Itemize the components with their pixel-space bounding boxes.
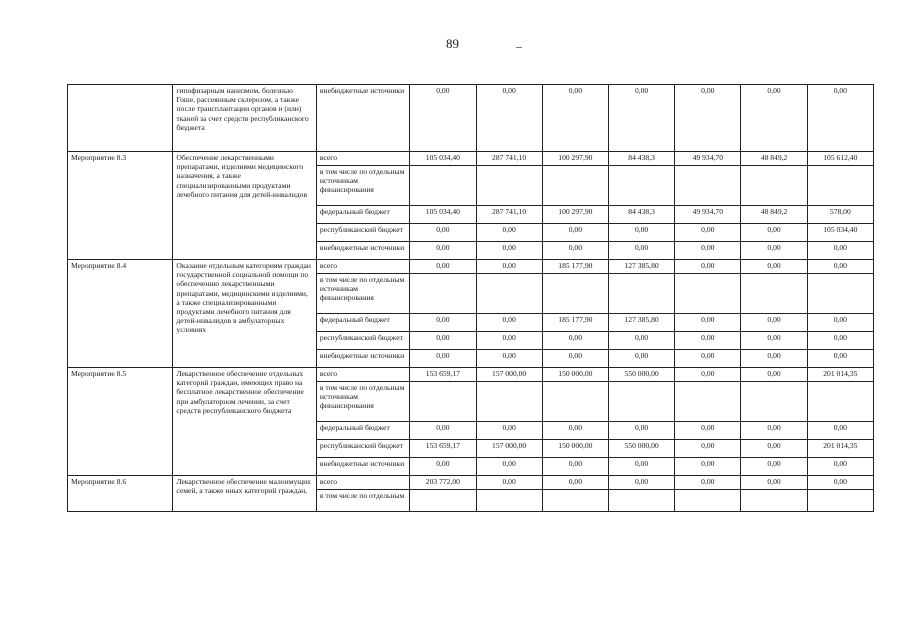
value-cell: 0,00 xyxy=(542,476,608,490)
value-cell: 0,00 xyxy=(476,260,542,274)
value-cell xyxy=(476,382,542,422)
value-cell xyxy=(542,382,608,422)
funding-source-cell: внебюджетные источники xyxy=(316,350,409,368)
value-cell: 0,00 xyxy=(608,350,674,368)
value-cell: 0,00 xyxy=(741,458,807,476)
value-cell: 287 741,10 xyxy=(476,206,542,224)
value-cell: 0,00 xyxy=(608,332,674,350)
value-cell: 0,00 xyxy=(608,422,674,440)
funding-source-cell: внебюджетные источники xyxy=(316,458,409,476)
value-cell: 0,00 xyxy=(476,476,542,490)
description-cell: Лекарственное обеспечение малоимущих семей, а также иных категорий граждан, xyxy=(173,476,317,512)
value-cell: 127 385,80 xyxy=(608,260,674,274)
value-cell: 0,00 xyxy=(675,350,741,368)
value-cell: 0,00 xyxy=(807,242,873,260)
value-cell: 201 014,35 xyxy=(807,440,873,458)
funding-source-cell: федеральный бюджет xyxy=(316,206,409,224)
value-cell: 550 000,00 xyxy=(608,368,674,382)
description-cell: Лекарственное обеспечение отдельных категорий граждан, имеющих право на бесплатное лекарственное обеспечение при амбулаторном лечении, за счет средств республиканского бюджета xyxy=(173,368,317,476)
value-cell xyxy=(675,166,741,206)
funding-source-cell: в том числе по отдельным xyxy=(316,490,409,512)
value-cell xyxy=(741,382,807,422)
value-cell xyxy=(807,274,873,314)
value-cell: 201 014,35 xyxy=(807,368,873,382)
value-cell: 0,00 xyxy=(542,458,608,476)
value-cell: 0,00 xyxy=(476,458,542,476)
funding-source-cell: республиканский бюджет xyxy=(316,332,409,350)
description-cell: гипофизарным нанизмом, болезнью Гоше, рассеянным склерозом, а также после трансплантации органов и (или) тканей за счет средств республиканского бюджета xyxy=(173,85,317,152)
value-cell: 0,00 xyxy=(675,458,741,476)
funding-source-cell: всего xyxy=(316,368,409,382)
value-cell xyxy=(807,490,873,512)
value-cell: 185 177,90 xyxy=(542,260,608,274)
value-cell: 153 659,17 xyxy=(410,368,476,382)
value-cell: 153 659,17 xyxy=(410,440,476,458)
value-cell: 0,00 xyxy=(807,314,873,332)
value-cell: 0,00 xyxy=(410,242,476,260)
value-cell: 0,00 xyxy=(410,314,476,332)
value-cell xyxy=(410,274,476,314)
value-cell: 0,00 xyxy=(476,332,542,350)
value-cell xyxy=(608,166,674,206)
funding-source-cell: внебюджетные источники xyxy=(316,242,409,260)
value-cell: 157 000,00 xyxy=(476,440,542,458)
value-cell: 157 000,00 xyxy=(476,368,542,382)
value-cell: 287 741,10 xyxy=(476,152,542,166)
table-row xyxy=(68,476,874,490)
value-cell: 0,00 xyxy=(476,242,542,260)
value-cell: 0,00 xyxy=(608,242,674,260)
value-cell: 0,00 xyxy=(542,350,608,368)
value-cell: 150 000,00 xyxy=(542,440,608,458)
value-cell: 0,00 xyxy=(476,85,542,152)
value-cell: 0,00 xyxy=(807,332,873,350)
value-cell xyxy=(410,490,476,512)
value-cell xyxy=(410,382,476,422)
value-cell: 127 385,80 xyxy=(608,314,674,332)
funding-source-cell: внебюджетные источники xyxy=(316,85,409,152)
value-cell: 0,00 xyxy=(807,422,873,440)
table-row xyxy=(68,368,874,382)
funding-source-cell: всего xyxy=(316,152,409,166)
measure-cell: Мероприятие 8.6 xyxy=(68,476,173,512)
value-cell: 578,00 xyxy=(807,206,873,224)
value-cell: 0,00 xyxy=(476,350,542,368)
value-cell: 0,00 xyxy=(741,242,807,260)
funding-source-cell: федеральный бюджет xyxy=(316,422,409,440)
table-row xyxy=(68,85,874,152)
value-cell xyxy=(608,382,674,422)
value-cell xyxy=(608,274,674,314)
measure-cell: Мероприятие 8.4 xyxy=(68,260,173,368)
value-cell xyxy=(675,382,741,422)
value-cell xyxy=(675,274,741,314)
table-row xyxy=(68,152,874,166)
value-cell: 0,00 xyxy=(608,224,674,242)
value-cell: 0,00 xyxy=(741,85,807,152)
value-cell: 185 177,90 xyxy=(542,314,608,332)
value-cell: 0,00 xyxy=(741,350,807,368)
value-cell: 0,00 xyxy=(675,224,741,242)
value-cell xyxy=(741,274,807,314)
value-cell: 0,00 xyxy=(542,332,608,350)
value-cell xyxy=(410,166,476,206)
value-cell: 0,00 xyxy=(675,440,741,458)
value-cell: 0,00 xyxy=(675,368,741,382)
value-cell: 0,00 xyxy=(410,85,476,152)
value-cell: 100 297,90 xyxy=(542,152,608,166)
value-cell: 105 034,40 xyxy=(807,224,873,242)
value-cell xyxy=(741,166,807,206)
measure-cell: Мероприятие 8.5 xyxy=(68,368,173,476)
value-cell xyxy=(476,166,542,206)
value-cell: 0,00 xyxy=(542,224,608,242)
value-cell: 49 934,70 xyxy=(675,152,741,166)
value-cell: 0,00 xyxy=(807,350,873,368)
table-body xyxy=(68,85,874,512)
value-cell xyxy=(807,382,873,422)
table-row xyxy=(68,260,874,274)
funding-source-cell: федеральный бюджет xyxy=(316,314,409,332)
value-cell: 0,00 xyxy=(675,476,741,490)
value-cell: 203 772,00 xyxy=(410,476,476,490)
measure-cell xyxy=(68,85,173,152)
value-cell: 84 438,3 xyxy=(608,152,674,166)
funding-source-cell: всего xyxy=(316,260,409,274)
description-cell: Оказание отдельным категориям граждан государственной социальной помощи по обеспечению лекарственными препаратами, медицинскими изделиями, а также специализированными продуктами лечебного питания для детей-инвалидов в амбулаторных условиях xyxy=(173,260,317,368)
funding-source-cell: республиканский бюджет xyxy=(316,440,409,458)
value-cell: 0,00 xyxy=(807,260,873,274)
value-cell xyxy=(542,490,608,512)
value-cell: 0,00 xyxy=(476,224,542,242)
description-cell: Обеспечение лекарственными препаратами, изделиями медицинского назначения, а также специализированными продуктами лечебного питания для детей-инвалидов xyxy=(173,152,317,260)
value-cell: 0,00 xyxy=(476,422,542,440)
value-cell: 0,00 xyxy=(741,422,807,440)
value-cell: 0,00 xyxy=(410,260,476,274)
value-cell: 0,00 xyxy=(675,260,741,274)
value-cell: 0,00 xyxy=(741,332,807,350)
value-cell: 48 849,2 xyxy=(741,206,807,224)
value-cell: 0,00 xyxy=(410,332,476,350)
value-cell: 0,00 xyxy=(741,314,807,332)
value-cell: 105 612,40 xyxy=(807,152,873,166)
value-cell: 0,00 xyxy=(608,476,674,490)
value-cell: 0,00 xyxy=(741,224,807,242)
value-cell xyxy=(542,274,608,314)
page-number: 89 xyxy=(446,36,459,51)
funding-source-cell: в том числе по отдельным источникам финансирования xyxy=(316,166,409,206)
value-cell: 0,00 xyxy=(741,476,807,490)
value-cell: 49 934,70 xyxy=(675,206,741,224)
value-cell xyxy=(476,274,542,314)
value-cell xyxy=(807,166,873,206)
value-cell: 0,00 xyxy=(608,458,674,476)
value-cell: 0,00 xyxy=(608,85,674,152)
value-cell: 0,00 xyxy=(807,458,873,476)
value-cell: 0,00 xyxy=(741,368,807,382)
value-cell: 0,00 xyxy=(542,85,608,152)
value-cell: 0,00 xyxy=(410,458,476,476)
value-cell: 0,00 xyxy=(542,242,608,260)
value-cell: 0,00 xyxy=(476,314,542,332)
value-cell: 0,00 xyxy=(675,85,741,152)
value-cell: 0,00 xyxy=(410,350,476,368)
value-cell xyxy=(675,490,741,512)
scan-mark xyxy=(516,47,522,48)
value-cell: 0,00 xyxy=(542,422,608,440)
value-cell: 550 000,00 xyxy=(608,440,674,458)
value-cell: 105 034,40 xyxy=(410,206,476,224)
funding-source-cell: республиканский бюджет xyxy=(316,224,409,242)
value-cell: 0,00 xyxy=(807,85,873,152)
value-cell: 0,00 xyxy=(675,332,741,350)
value-cell: 0,00 xyxy=(675,314,741,332)
value-cell: 0,00 xyxy=(675,242,741,260)
value-cell: 150 000,00 xyxy=(542,368,608,382)
funding-source-cell: всего xyxy=(316,476,409,490)
value-cell: 100 297,90 xyxy=(542,206,608,224)
budget-table xyxy=(67,84,874,512)
measure-cell: Мероприятие 8.3 xyxy=(68,152,173,260)
value-cell: 0,00 xyxy=(410,422,476,440)
value-cell: 0,00 xyxy=(410,224,476,242)
value-cell: 0,00 xyxy=(675,422,741,440)
value-cell xyxy=(476,490,542,512)
value-cell xyxy=(608,490,674,512)
value-cell: 0,00 xyxy=(807,476,873,490)
value-cell xyxy=(542,166,608,206)
value-cell: 84 438,3 xyxy=(608,206,674,224)
value-cell: 48 849,2 xyxy=(741,152,807,166)
value-cell xyxy=(741,490,807,512)
value-cell: 105 034,40 xyxy=(410,152,476,166)
value-cell: 0,00 xyxy=(741,440,807,458)
funding-source-cell: в том числе по отдельным источникам финансирования xyxy=(316,382,409,422)
funding-source-cell: в том числе по отдельным источникам финансирования xyxy=(316,274,409,314)
value-cell: 0,00 xyxy=(741,260,807,274)
